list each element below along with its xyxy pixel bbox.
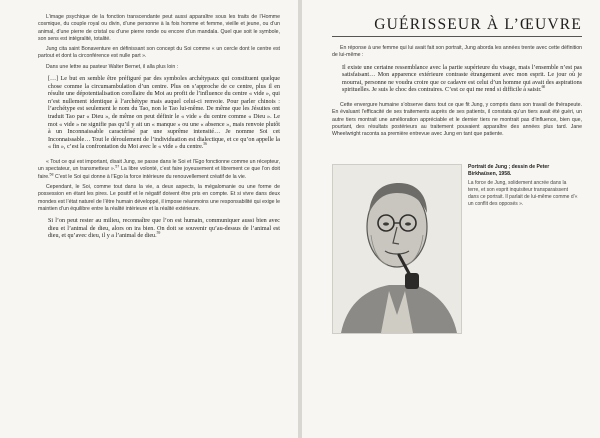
caption-body: La force de Jung, solidement ancrée dans la terre, et son esprit inquisiteur transparaissent dans ce portrait. Il parlait de lui-même comme d’« un conflit des opposés ». [468,180,578,208]
footnote-ref: 59 [156,231,161,236]
caption-title: Portrait de Jung ; dessin de Peter Birkhaüsen, 1958. [468,164,550,178]
paragraph-text: C’est le Soi qui donne à l’Ego la force intérieure du renouvellement créatif de la vie. [53,173,247,180]
block-quote [48,218,280,241]
quote-text: Il existe une certaine ressemblance avec la partie supérieure du visage, mais l’ensemble n’est pas satisfaisant… Mon apparence extérieure contraste étrangement avec mon esprit. Le jour où je mourrai, personne ne voudra croire que ce cadavre est celui d’un homme qui avait des aspirations spirituelles. Je suis le choc des contraires. C’est ce qui me rend si difficile à saisir. [342,64,582,94]
quote-text: […] Le but en semble être préfiguré par des symboles archétypaux qui constituent quelque chose comme la circumambulation d’un centre. Plus on s’approche de ce centre, plus il en résulte une dépotentialisation corollaire du Moi au profit de l’influence du centre « vide », qui n’est nullement identique à l’archétype mais auquel celui-ci renvoie. Pour parler chinois : l’archétype est seulement le nom du Tao, non le Tao lui-même. De même que les Jésuites ont traduit Tao par « Dieu », de même on peut définir le « vide » du centre comme « Dieu ». Le mot « vide » ne signifie pas qu’il y ait un « manque » ou une « absence », mais renvoie plutôt à un Inconnaissable caractérisé par une suprême intensité… Je nomme Soi cet Inconnaissable… Tout le déroulement de l’individuation est dialectique, et ce qu’on appelle la « fin », c’est la confrontation du Moi avec le « vide » du centre. [48,76,280,151]
footnote-ref: 58 [49,171,54,176]
portrait-sketch-icon [333,165,461,333]
footnote-ref: 60 [541,85,546,90]
paragraph: Cependant, le Soi, comme tout dans la vie, a deux aspects, la mégalomanie ou une forme de possession en étant les pires. Le positif et le négatif doivent être pris en compte. Et si vivre dans deux mondes est l’état naturel de l’être humain développé, il impose néanmoins une responsabilité qui exige le maintien d’un équilibre entre la réalité intérieure et la réalité extérieure. [38,183,280,212]
block-quote [48,76,280,152]
paragraph: En réponse à une femme qui lui avait fait son portrait, Jung aborda les années trente avec cette définition de lui-même : [332,45,582,59]
chapter-title: GUÉRISSEUR À L’ŒUVRE [374,16,582,33]
portrait-figure [332,164,582,334]
paragraph: Cette envergure humaine s’observe dans tout ce que fit Jung, y compris dans son travail de thérapeute. En évaluant l’efficacité de ses traitements auprès de ses patients, il constata qu’un tiers avait été guéri, un autre tiers montrait une amélioration appréciable et le dernier tiers ne montrait pas d’influence, bien que, pourtant, des résultats postérieurs au traitement pouvaient apparaître des années plus tard. Jane Wheelwright raconta sa première entrevue avec Jung en tant que patiente. [332,102,582,138]
footnote-ref: 57 [115,164,120,169]
paragraph-text: La libre volonté, c’est faire joyeusement et librement ce que l’on doit faire. [38,166,280,180]
title-divider [332,36,582,37]
quote-text: Si l’on peut rester au milieu, reconnaître que l’on est humain, communiquer aussi bien avec dieu et l’animal de dieu, alors on ira bien. On doit se souvenir qu’au-dessus de l’animal est dieu, et qu’avec dieu, il y a l’animal de dieu. [48,218,280,240]
left-page [0,0,298,438]
paragraph: L’image psychique de la fonction transcendante peut aussi apparaître sous les traits de l’Homme cosmique, du couple royal ou divin, d’une personne à la fois homme et femme, vieille et jeune, ou d’un animal, d’une pierre de cristal ou d’une pierre ronde ou encore d’un mandala. Quel que soit le symbole, son sens est intégralité, totalité. [38,14,280,42]
block-quote [342,65,582,95]
figure-caption [468,164,578,334]
paragraph [38,159,280,181]
paragraph: Jung cita saint Bonaventure en définissant son concept du Soi comme « un cercle dont le centre est partout et dont la circonférence est nulle part ». [38,46,280,60]
paragraph-text: « Tout ce qui est important, disait Jung, se passe dans le Soi et l’Ego fonctionne comme un récepteur, un spectateur, un transmetteur ». [38,159,280,173]
paragraph: Dans une lettre au pasteur Walter Bernet, il alla plus loin : [46,63,179,70]
portrait-drawing [332,164,462,334]
right-page [302,0,600,438]
footnote-ref: 56 [203,142,207,147]
